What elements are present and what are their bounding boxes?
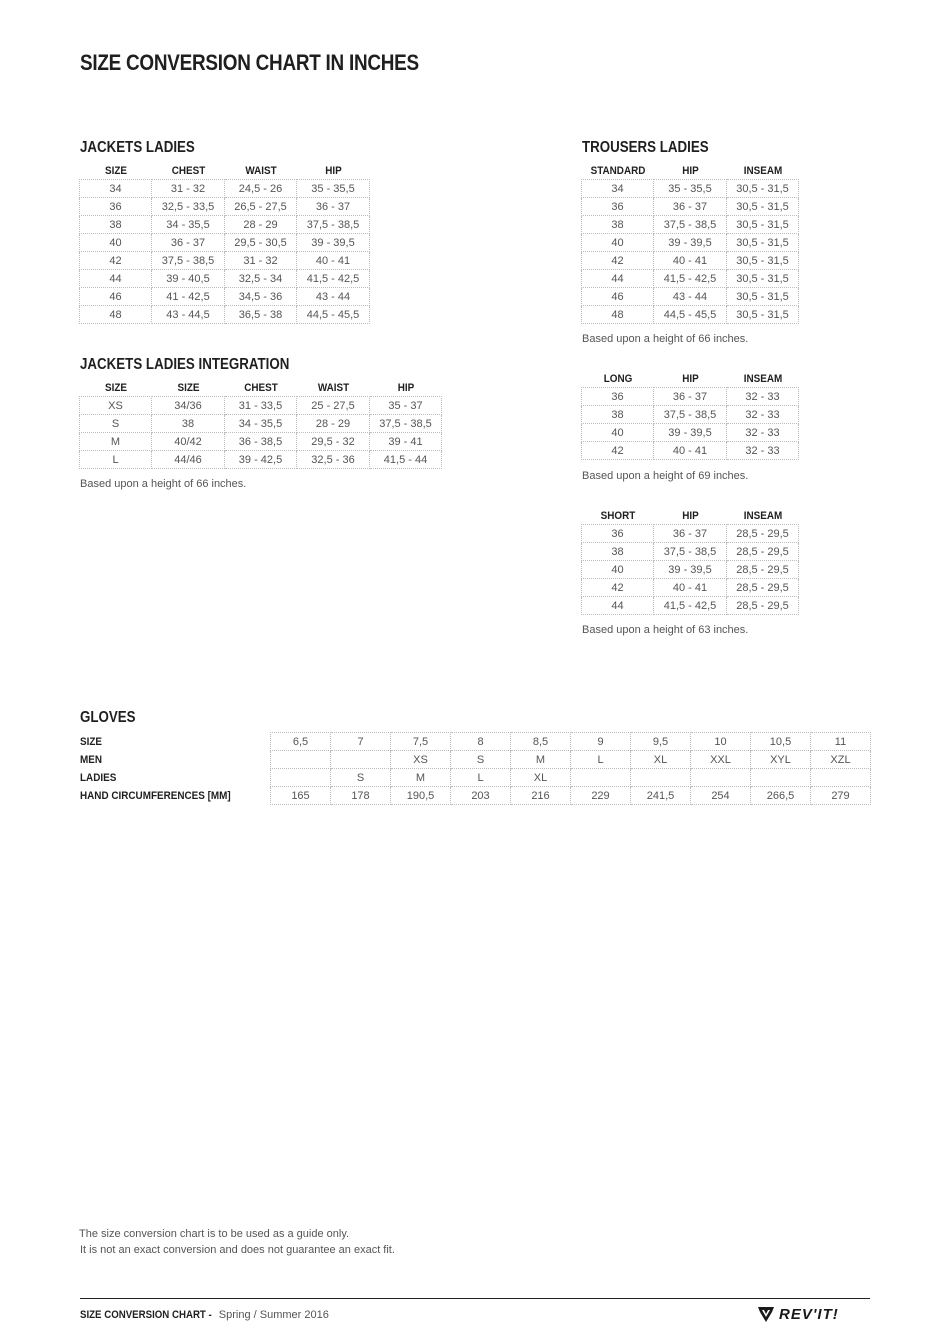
table-cell: 40 - 41 bbox=[654, 579, 727, 597]
table-row bbox=[80, 415, 442, 433]
table-cell: 6,5 bbox=[271, 733, 331, 751]
table-cell: 46 bbox=[80, 288, 152, 306]
table-cell: 41 - 42,5 bbox=[152, 288, 225, 306]
table-cell: 36 - 37 bbox=[654, 198, 727, 216]
table-cell: 35 - 37 bbox=[370, 397, 442, 415]
table-cell: 44 bbox=[582, 270, 654, 288]
row-label-text: SIZE bbox=[80, 735, 103, 748]
jackets-ladies-integration-table bbox=[79, 379, 442, 469]
table-cell: 28,5 - 29,5 bbox=[727, 561, 799, 579]
table-cell: 36 - 37 bbox=[654, 388, 727, 406]
column-header: INSEAM bbox=[743, 509, 782, 522]
column-header: HIP bbox=[681, 509, 699, 522]
table-row bbox=[80, 216, 370, 234]
page-title: SIZE CONVERSION CHART IN INCHES bbox=[80, 50, 419, 75]
table-cell: 36 bbox=[582, 388, 654, 406]
table-cell: 44 bbox=[582, 597, 654, 615]
table-header-row bbox=[582, 162, 799, 180]
table-cell: 30,5 - 31,5 bbox=[727, 288, 799, 306]
table-cell: 44,5 - 45,5 bbox=[654, 306, 727, 324]
table-cell: 32 - 33 bbox=[727, 406, 799, 424]
table-cell bbox=[271, 769, 331, 787]
column-header: SIZE bbox=[104, 164, 127, 177]
table-cell: 32 - 33 bbox=[727, 388, 799, 406]
table-cell: L bbox=[571, 751, 631, 769]
table-cell: XYL bbox=[751, 751, 811, 769]
table-cell: 40 - 41 bbox=[654, 442, 727, 460]
table-row bbox=[582, 306, 799, 324]
table-cell: 29,5 - 30,5 bbox=[225, 234, 297, 252]
table-cell: 32 - 33 bbox=[727, 442, 799, 460]
table-cell: 28 - 29 bbox=[225, 216, 297, 234]
table-row bbox=[582, 288, 799, 306]
table-cell: 37,5 - 38,5 bbox=[654, 406, 727, 424]
table-row bbox=[582, 442, 799, 460]
table-cell: M bbox=[511, 751, 571, 769]
table-cell: 30,5 - 31,5 bbox=[727, 306, 799, 324]
column-header: CHEST bbox=[171, 164, 205, 177]
table-cell: 43 - 44 bbox=[654, 288, 727, 306]
column-header: CHEST bbox=[243, 381, 278, 394]
table-cell: 34 bbox=[80, 180, 152, 198]
table-cell bbox=[271, 751, 331, 769]
table-cell: S bbox=[331, 769, 391, 787]
table-cell: 203 bbox=[451, 787, 511, 805]
jackets-ladies-integration-title: JACKETS LADIES INTEGRATION bbox=[80, 356, 290, 373]
trousers-long-note: Based upon a height of 69 inches. bbox=[582, 470, 749, 482]
trousers-long-table bbox=[581, 370, 799, 460]
table-cell: 36 bbox=[80, 198, 152, 216]
table-cell: 48 bbox=[582, 306, 654, 324]
column-header: WAIST bbox=[317, 381, 349, 394]
table-cell: 40 bbox=[80, 234, 152, 252]
table-cell: 25 - 27,5 bbox=[297, 397, 370, 415]
table-cell: 38 bbox=[80, 216, 152, 234]
column-header: INSEAM bbox=[743, 164, 782, 177]
table-header-row bbox=[582, 370, 799, 388]
table-cell: 28,5 - 29,5 bbox=[727, 543, 799, 561]
jackets-ladies-table bbox=[79, 162, 370, 324]
table-cell: 40 bbox=[582, 424, 654, 442]
table-cell: 28,5 - 29,5 bbox=[727, 525, 799, 543]
jackets-integration-note: Based upon a height of 66 inches. bbox=[80, 478, 247, 490]
table-cell bbox=[331, 751, 391, 769]
table-cell bbox=[751, 769, 811, 787]
table-cell: 39 - 39,5 bbox=[654, 424, 727, 442]
table-cell: S bbox=[80, 415, 152, 433]
gloves-table bbox=[80, 732, 871, 805]
table-cell bbox=[631, 769, 691, 787]
table-cell: 36 - 37 bbox=[654, 525, 727, 543]
table-cell: 36 - 38,5 bbox=[225, 433, 297, 451]
table-cell: 165 bbox=[271, 787, 331, 805]
table-row bbox=[582, 234, 799, 252]
table-cell: 38 bbox=[582, 406, 654, 424]
table-cell: 44 bbox=[80, 270, 152, 288]
row-label bbox=[80, 787, 271, 805]
table-cell: 36 bbox=[582, 198, 654, 216]
row-label bbox=[80, 733, 271, 751]
table-cell: 40 bbox=[582, 234, 654, 252]
table-row bbox=[582, 543, 799, 561]
table-row bbox=[582, 252, 799, 270]
table-cell: 39 - 41 bbox=[370, 433, 442, 451]
gloves-row bbox=[80, 733, 871, 751]
table-row bbox=[582, 561, 799, 579]
table-cell: 40 - 41 bbox=[654, 252, 727, 270]
table-cell: 266,5 bbox=[751, 787, 811, 805]
trousers-standard-note: Based upon a height of 66 inches. bbox=[582, 333, 749, 345]
table-header-row bbox=[80, 379, 442, 397]
column-header: HIP bbox=[324, 164, 342, 177]
table-cell: M bbox=[80, 433, 152, 451]
table-row bbox=[582, 597, 799, 615]
table-cell: 30,5 - 31,5 bbox=[727, 198, 799, 216]
table-cell: 229 bbox=[571, 787, 631, 805]
table-cell: 26,5 - 27,5 bbox=[225, 198, 297, 216]
brand-logo bbox=[757, 1306, 839, 1323]
table-cell: 43 - 44,5 bbox=[152, 306, 225, 324]
table-row bbox=[80, 288, 370, 306]
table-row bbox=[582, 270, 799, 288]
table-cell: 30,5 - 31,5 bbox=[727, 252, 799, 270]
table-cell: 7,5 bbox=[391, 733, 451, 751]
table-cell: 39 - 42,5 bbox=[225, 451, 297, 469]
table-row bbox=[582, 579, 799, 597]
column-header: INSEAM bbox=[743, 372, 782, 385]
revit-shield-logo-icon bbox=[757, 1306, 775, 1323]
table-cell: 39 - 39,5 bbox=[654, 234, 727, 252]
table-cell: 30,5 - 31,5 bbox=[727, 234, 799, 252]
gloves-row bbox=[80, 787, 871, 805]
gloves-title: GLOVES bbox=[80, 709, 136, 726]
table-cell: 46 bbox=[582, 288, 654, 306]
row-label bbox=[80, 751, 271, 769]
table-cell: 34,5 - 36 bbox=[225, 288, 297, 306]
table-cell: 10,5 bbox=[751, 733, 811, 751]
table-cell: XL bbox=[511, 769, 571, 787]
table-cell: M bbox=[391, 769, 451, 787]
table-cell: 34 - 35,5 bbox=[225, 415, 297, 433]
table-cell: 40 - 41 bbox=[297, 252, 370, 270]
trousers-ladies-title: TROUSERS LADIES bbox=[582, 139, 709, 156]
table-cell: 40 bbox=[582, 561, 654, 579]
table-row bbox=[80, 433, 442, 451]
table-cell: 30,5 - 31,5 bbox=[727, 270, 799, 288]
footer-divider bbox=[80, 1298, 870, 1299]
table-cell: 241,5 bbox=[631, 787, 691, 805]
table-header-row bbox=[80, 162, 370, 180]
table-cell: 40/42 bbox=[152, 433, 225, 451]
disclaimer-line-1: The size conversion chart is to be used as a guide only. bbox=[79, 1228, 350, 1240]
table-row bbox=[80, 270, 370, 288]
column-header: SIZE bbox=[176, 381, 199, 394]
table-row bbox=[582, 406, 799, 424]
column-header: LONG bbox=[603, 372, 632, 385]
table-cell: 41,5 - 42,5 bbox=[297, 270, 370, 288]
table-cell: 42 bbox=[582, 579, 654, 597]
table-cell: 36 - 37 bbox=[152, 234, 225, 252]
brand-wordmark: REV'IT! bbox=[779, 1306, 839, 1323]
table-cell: 30,5 - 31,5 bbox=[727, 216, 799, 234]
table-row bbox=[582, 388, 799, 406]
table-cell: 37,5 - 38,5 bbox=[297, 216, 370, 234]
table-cell: 9 bbox=[571, 733, 631, 751]
table-cell bbox=[811, 769, 871, 787]
disclaimer bbox=[79, 1226, 395, 1258]
table-cell: 34 - 35,5 bbox=[152, 216, 225, 234]
table-cell: XL bbox=[631, 751, 691, 769]
table-cell: 28,5 - 29,5 bbox=[727, 597, 799, 615]
table-cell: 190,5 bbox=[391, 787, 451, 805]
table-cell: 8 bbox=[451, 733, 511, 751]
table-cell: XS bbox=[391, 751, 451, 769]
table-row bbox=[80, 451, 442, 469]
table-cell: 48 bbox=[80, 306, 152, 324]
gloves-row bbox=[80, 751, 871, 769]
table-cell: 37,5 - 38,5 bbox=[370, 415, 442, 433]
table-cell: 36 bbox=[582, 525, 654, 543]
table-cell bbox=[691, 769, 751, 787]
table-cell: L bbox=[80, 451, 152, 469]
table-cell: 279 bbox=[811, 787, 871, 805]
table-row bbox=[582, 180, 799, 198]
disclaimer-line-2: It is not an exact conversion and does not guarantee an exact fit. bbox=[80, 1244, 395, 1256]
table-cell: 37,5 - 38,5 bbox=[654, 216, 727, 234]
table-cell: 41,5 - 44 bbox=[370, 451, 442, 469]
table-cell: 38 bbox=[582, 216, 654, 234]
table-cell: 37,5 - 38,5 bbox=[152, 252, 225, 270]
footer-label: SIZE CONVERSION CHART - bbox=[80, 1309, 212, 1321]
table-cell: 7 bbox=[331, 733, 391, 751]
table-cell: 44,5 - 45,5 bbox=[297, 306, 370, 324]
table-cell: 41,5 - 42,5 bbox=[654, 270, 727, 288]
table-row bbox=[80, 198, 370, 216]
table-row bbox=[582, 525, 799, 543]
table-cell: 35 - 35,5 bbox=[297, 180, 370, 198]
table-row bbox=[582, 424, 799, 442]
table-cell: 216 bbox=[511, 787, 571, 805]
jackets-ladies-title: JACKETS LADIES bbox=[80, 139, 195, 156]
table-cell: 10 bbox=[691, 733, 751, 751]
trousers-standard-table bbox=[581, 162, 799, 324]
table-cell: 41,5 - 42,5 bbox=[654, 597, 727, 615]
column-header: WAIST bbox=[244, 164, 277, 177]
table-cell: 254 bbox=[691, 787, 751, 805]
column-header: HIP bbox=[681, 372, 699, 385]
table-cell: 37,5 - 38,5 bbox=[654, 543, 727, 561]
table-cell: 42 bbox=[582, 252, 654, 270]
table-cell: XXL bbox=[691, 751, 751, 769]
table-cell: 28,5 - 29,5 bbox=[727, 579, 799, 597]
table-cell: 34 bbox=[582, 180, 654, 198]
table-cell: 32,5 - 33,5 bbox=[152, 198, 225, 216]
table-row bbox=[80, 234, 370, 252]
table-cell: 30,5 - 31,5 bbox=[727, 180, 799, 198]
table-cell: 36 - 37 bbox=[297, 198, 370, 216]
column-header: STANDARD bbox=[590, 164, 645, 177]
row-label-text: LADIES bbox=[80, 771, 117, 784]
table-cell: 38 bbox=[152, 415, 225, 433]
table-cell: 31 - 33,5 bbox=[225, 397, 297, 415]
table-cell: 178 bbox=[331, 787, 391, 805]
table-cell: 24,5 - 26 bbox=[225, 180, 297, 198]
table-cell: 31 - 32 bbox=[225, 252, 297, 270]
table-cell: 35 - 35,5 bbox=[654, 180, 727, 198]
table-cell: 28 - 29 bbox=[297, 415, 370, 433]
table-row bbox=[582, 198, 799, 216]
table-cell: 44/46 bbox=[152, 451, 225, 469]
table-cell: 36,5 - 38 bbox=[225, 306, 297, 324]
column-header: SIZE bbox=[104, 381, 127, 394]
table-row bbox=[80, 180, 370, 198]
table-cell: 34/36 bbox=[152, 397, 225, 415]
row-label bbox=[80, 769, 271, 787]
trousers-short-note: Based upon a height of 63 inches. bbox=[582, 624, 749, 636]
table-cell: L bbox=[451, 769, 511, 787]
column-header: HIP bbox=[397, 381, 414, 394]
table-cell: 39 - 40,5 bbox=[152, 270, 225, 288]
table-cell: 42 bbox=[582, 442, 654, 460]
column-header: SHORT bbox=[600, 509, 635, 522]
trousers-short-table bbox=[581, 507, 799, 615]
table-cell: 29,5 - 32 bbox=[297, 433, 370, 451]
footer-text bbox=[80, 1309, 329, 1321]
gloves-row bbox=[80, 769, 871, 787]
column-header: HIP bbox=[681, 164, 699, 177]
table-row bbox=[582, 216, 799, 234]
table-header-row bbox=[582, 507, 799, 525]
table-cell: 31 - 32 bbox=[152, 180, 225, 198]
table-cell: S bbox=[451, 751, 511, 769]
table-cell: 9,5 bbox=[631, 733, 691, 751]
table-cell: 39 - 39,5 bbox=[297, 234, 370, 252]
row-label-text: HAND CIRCUMFERENCES [MM] bbox=[80, 789, 231, 802]
table-cell: XS bbox=[80, 397, 152, 415]
row-label-text: MEN bbox=[80, 753, 103, 766]
table-row bbox=[80, 306, 370, 324]
table-cell: 32,5 - 34 bbox=[225, 270, 297, 288]
table-cell: 39 - 39,5 bbox=[654, 561, 727, 579]
table-cell bbox=[571, 769, 631, 787]
table-cell: 32 - 33 bbox=[727, 424, 799, 442]
table-cell: XZL bbox=[811, 751, 871, 769]
table-row bbox=[80, 397, 442, 415]
table-cell: 38 bbox=[582, 543, 654, 561]
table-cell: 43 - 44 bbox=[297, 288, 370, 306]
table-cell: 8,5 bbox=[511, 733, 571, 751]
table-cell: 42 bbox=[80, 252, 152, 270]
table-row bbox=[80, 252, 370, 270]
table-cell: 32,5 - 36 bbox=[297, 451, 370, 469]
footer-season: Spring / Summer 2016 bbox=[215, 1309, 329, 1321]
table-cell: 11 bbox=[811, 733, 871, 751]
